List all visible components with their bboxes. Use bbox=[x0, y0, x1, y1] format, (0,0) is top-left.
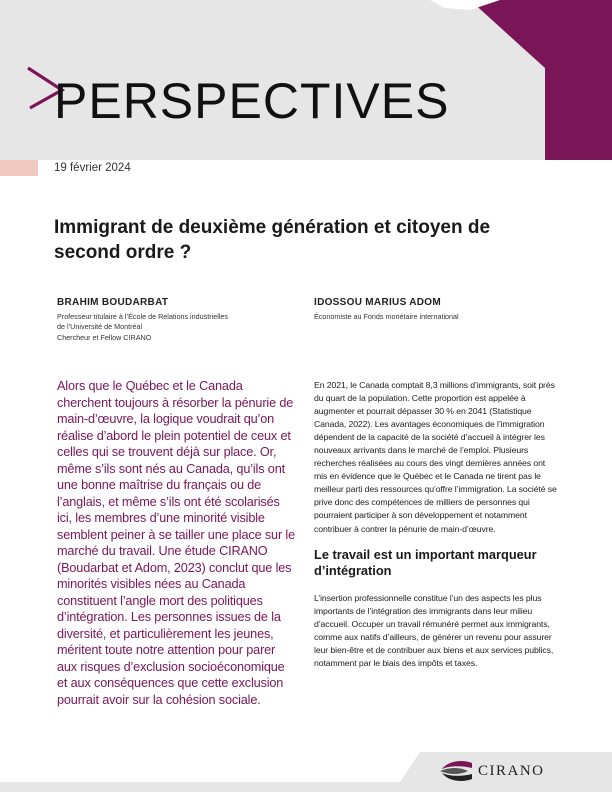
body-paragraph-2: L’insertion professionnelle constitue l’un des aspects les plus importants de l’intégration des immigrants dans leur milieu d’accueil. Occuper un travail rémunéré permet aux immigrants, comme aux natifs d’ailleurs, de générer un revenu pour assurer leur bien-être et de contribuer aux biens et aux services publics, notamment par le biais des impôts et taxes. bbox=[314, 592, 554, 669]
right-column bbox=[314, 379, 559, 670]
author-block-1 bbox=[57, 297, 228, 343]
affiliation-line: Économiste au Fonds monétaire international bbox=[314, 312, 459, 321]
author-affiliation bbox=[314, 312, 459, 322]
date-accent-bar bbox=[0, 160, 38, 176]
affiliation-line: Professeur titulaire à l’École de Relations industrielles bbox=[57, 312, 228, 321]
author-name: BRAHIM BOUDARBAT bbox=[57, 297, 169, 308]
article-title: Immigrant de deuxième génération et citoyen de second ordre ? bbox=[54, 217, 491, 263]
author-affiliation bbox=[57, 312, 228, 343]
affiliation-line: de l’Université de Montréal bbox=[57, 322, 143, 332]
body-paragraph-1: En 2021, le Canada comptait 8,3 millions d’immigrants, soit près du quart de la population. Cette proportion est appelée à augmenter et pourrait dépasser 30 % en 2041 (Statistique Canada, 2022). Les avantages économiques de l’immigration dépendent de la capacité de la société d’accueil à intégrer les nouveaux arrivants dans le marché de l’emploi. Plusieurs recherches réalisées au cours des vingt dernières années ont mis en évidence que le Québec et le Canada ne tirent pas le meilleur parti des ressources qu’offre l’immigration. La société se prive donc des compétences de milliers de personnes qui pourraient participer à son développement et notamment contribuer à contrer la pénurie de main-d’œuvre. bbox=[314, 380, 557, 534]
cirano-logo bbox=[438, 760, 545, 782]
lead-paragraph: Alors que le Québec et le Canada cherchent toujours à résorber la pénurie de main-d’œuvre, la logique voudrait qu’on réalise d’abord le plein potentiel de ceux et celles qui se trouvent déjà sur place. Or, même s’ils sont nés au Canada, qu’ils ont une bonne maîtrise du français ou de l’anglais, et même s’ils ont été scolarisés ici, les membres d’une minorité visible semblent peiner à se tailler une place sur le marché du travail. Une étude CIRANO (Boudarbat et Adom, 2023) conclut que les minorités visibles nées au Canada constituent l’angle mort des politiques d’intégration. Les personnes issues de la diversité, et particulièrement les jeunes, méritent toute notre attention pour parer aux risques d’exclusion socioéconomique et aux conséquences que cette exclusion pourrait avoir sur la cohésion sociale. bbox=[57, 379, 295, 707]
author-name: IDOSSOU MARIUS ADOM bbox=[314, 297, 441, 308]
cirano-wordmark: CIRANO bbox=[478, 762, 545, 779]
affiliation-line: Chercheur et Fellow CIRANO bbox=[57, 332, 152, 342]
publication-date: 19 février 2024 bbox=[54, 162, 131, 174]
masthead-title: PERSPECTIVES bbox=[54, 73, 450, 129]
author-block-2 bbox=[314, 297, 459, 322]
cirano-emblem-icon bbox=[438, 760, 474, 782]
section-subheading: Le travail est un important marqueur d’intégration bbox=[314, 546, 537, 579]
